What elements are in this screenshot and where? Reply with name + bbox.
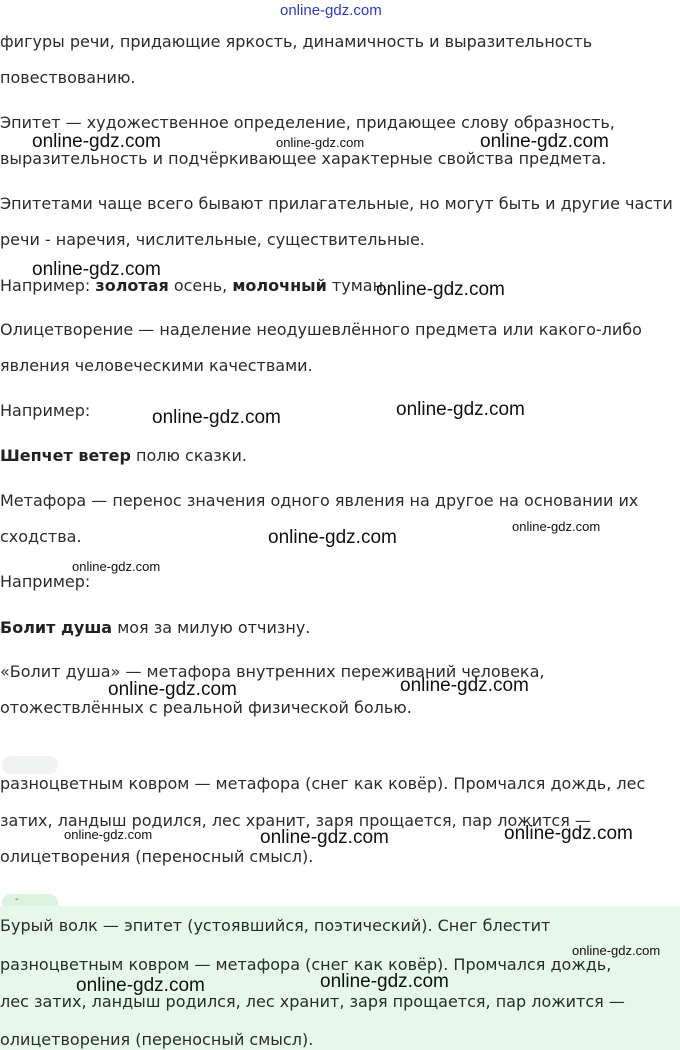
example-text: туман. <box>326 276 389 295</box>
watermark: online-gdz.com <box>512 519 601 534</box>
watermark: online-gdz.com <box>32 259 161 280</box>
example-text: осень, <box>168 276 233 295</box>
text-line: Олицетворение — наделение неодушевлённого предмета или какого-либо <box>0 320 642 339</box>
answer-line: олицетворения (переносный смысл). <box>0 1030 314 1049</box>
text-line: Метафора — перенос значения одного явления на другое на основании их <box>0 491 639 510</box>
watermark: online-gdz.com <box>480 131 609 152</box>
example-text: полю сказки. <box>130 446 247 465</box>
bold-term: золотая <box>95 276 169 295</box>
answer-line: лес затих, ландыш родился, лес хранит, заря прощается, пар ложится — <box>0 992 625 1011</box>
bold-term: Болит душа <box>0 618 113 637</box>
watermark: online-gdz.com <box>280 2 382 19</box>
watermark: online-gdz.com <box>152 407 281 428</box>
example-text: моя за милую отчизну. <box>112 618 311 637</box>
watermark: online-gdz.com <box>260 827 389 848</box>
watermark: online-gdz.com <box>276 135 365 150</box>
watermark: online-gdz.com <box>268 527 397 548</box>
text-line: фигуры речи, придающие яркость, динамичность и выразительность <box>0 32 593 51</box>
text-line: сходства. <box>0 527 82 546</box>
watermark: online-gdz.com <box>72 559 161 574</box>
text-line: отожествлённых с реальной физической болью. <box>0 698 412 717</box>
text-line: «Болит душа» — метафора внутренних переживаний человека, <box>0 662 545 681</box>
tab-dash: - <box>15 894 19 905</box>
example-prefix: Например: <box>0 276 96 295</box>
watermark: online-gdz.com <box>376 279 505 300</box>
answer-tab[interactable] <box>2 756 58 774</box>
watermark: online-gdz.com <box>76 975 205 996</box>
answer-line: олицетворения (переносный смысл). <box>0 847 314 866</box>
example-label: Например: <box>0 572 91 591</box>
watermark: online-gdz.com <box>504 823 633 844</box>
answer-line: разноцветным ковром — метафора (снег как ковёр). Промчался дождь, лес <box>0 774 646 793</box>
bold-term: молочный <box>232 276 327 295</box>
watermark: online-gdz.com <box>400 675 529 696</box>
example-line <box>0 618 310 638</box>
watermark: online-gdz.com <box>32 131 161 152</box>
bold-term: Шепчет ветер <box>0 446 131 465</box>
watermark: online-gdz.com <box>396 399 525 420</box>
watermark: online-gdz.com <box>572 943 661 958</box>
watermark: online-gdz.com <box>108 679 237 700</box>
watermark: online-gdz.com <box>320 971 449 992</box>
text-line: Эпитет — художественное определение, придающее слову образность, <box>0 113 615 132</box>
example-label: Например: <box>0 401 91 420</box>
watermark: online-gdz.com <box>64 827 153 842</box>
example-line <box>0 446 247 466</box>
text-line: выразительность и подчёркивающее характерные свойства предмета. <box>0 149 607 168</box>
text-line: явления человеческими качествами. <box>0 356 313 375</box>
text-line: речи - наречия, числительные, существительные. <box>0 230 425 249</box>
answer-line: затих, ландыш родился, лес хранит, заря прощается, пар ложится — <box>0 811 591 830</box>
text-line: Эпитетами чаще всего бывают прилагательные, но могут быть и другие части <box>0 194 673 213</box>
answer-line: Бурый волк — эпитет (устоявшийся, поэтический). Снег блестит <box>0 916 551 935</box>
text-line: повествованию. <box>0 68 136 87</box>
answer-line: разноцветным ковром — метафора (снег как ковёр). Промчался дождь, <box>0 955 612 974</box>
